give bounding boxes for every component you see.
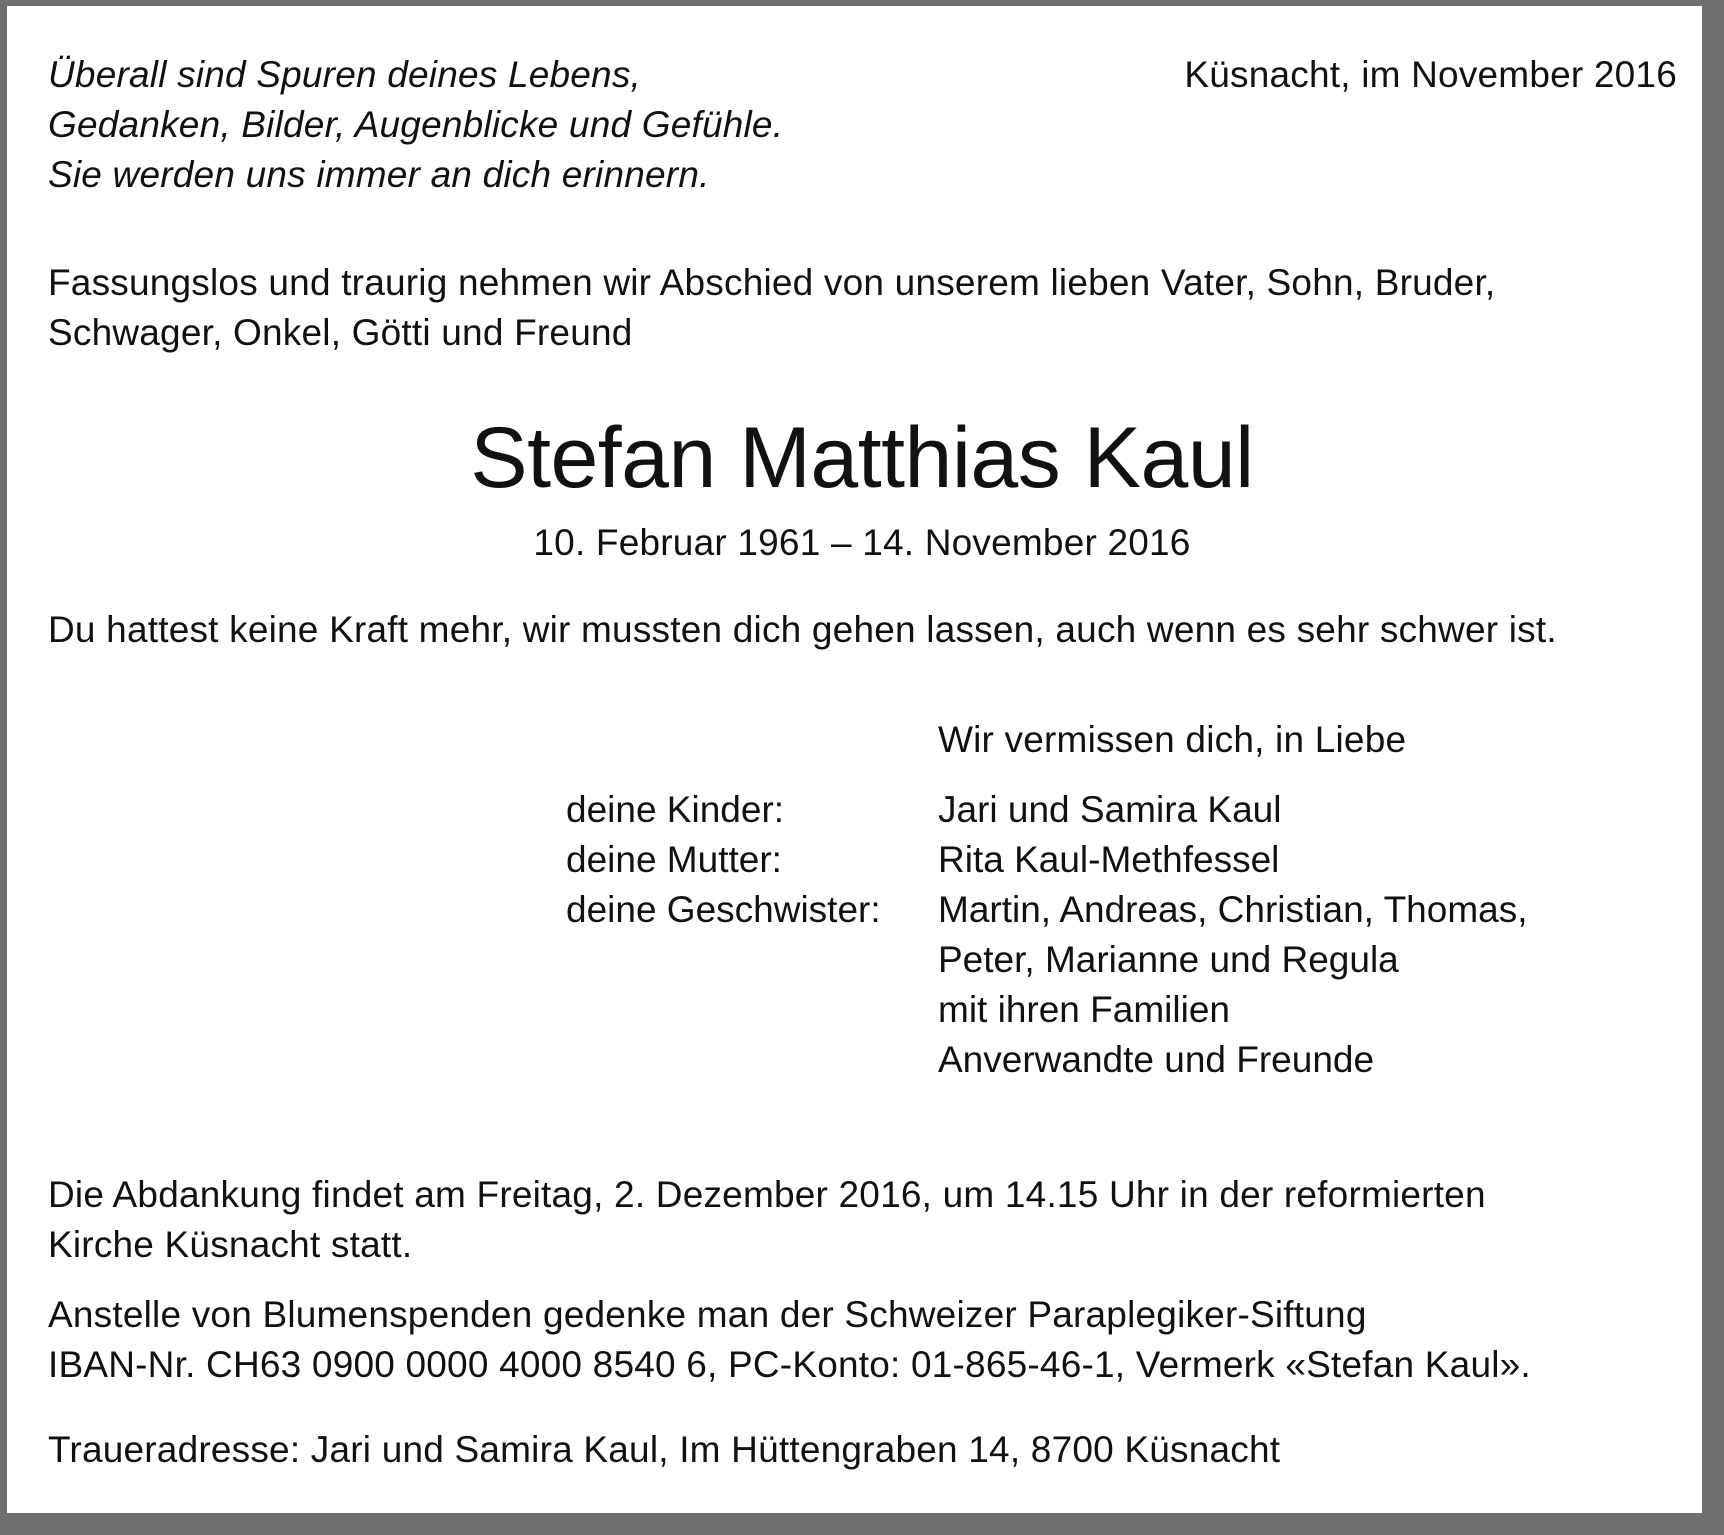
family-relation: deine Kinder: [566, 789, 785, 830]
motto [48, 50, 783, 200]
life-dates: 10. Februar 1961 – 14. November 2016 [533, 522, 1191, 563]
family-name-line: mit ihren Familien [938, 989, 1230, 1030]
family-names [938, 835, 1279, 885]
family-name-line: Rita Kaul-Methfessel [938, 839, 1280, 880]
intro-line: Schwager, Onkel, Götti und Freund [48, 312, 633, 353]
family-name-line: Anverwandte und Freunde [938, 1039, 1375, 1080]
family-row [566, 835, 1528, 885]
farewell-quote: Du hattest keine Kraft mehr, wir mussten dich gehen lassen, auch wenn es sehr schwer ist. [48, 609, 1557, 650]
family-relation: deine Geschwister: [566, 889, 881, 930]
motto-line: Gedanken, Bilder, Augenblicke und Gefühle. [48, 104, 784, 145]
place-date: Küsnacht, im November 2016 [1184, 54, 1677, 95]
family-relation: deine Mutter: [566, 839, 782, 880]
family-name-line: Martin, Andreas, Christian, Thomas, [938, 889, 1528, 930]
closing-line: Wir vermissen dich, in Liebe [938, 719, 1407, 760]
donation-line: IBAN-Nr. CH63 0900 0000 4000 8540 6, PC-Konto: 01-865-46-1, Vermerk «Stefan Kaul». [48, 1344, 1531, 1385]
donation-info [48, 1290, 1531, 1390]
family-name-line: Peter, Marianne und Regula [938, 939, 1399, 980]
intro-line: Fassungslos und traurig nehmen wir Abschied von unserem lieben Vater, Sohn, Bruder, [48, 262, 1496, 303]
family-names [938, 785, 1281, 835]
service-line: Die Abdankung findet am Freitag, 2. Dezember 2016, um 14.15 Uhr in der reformierten [48, 1174, 1486, 1215]
intro-text [48, 258, 1495, 358]
family-row [566, 885, 1528, 1085]
motto-line: Überall sind Spuren deines Lebens, [48, 54, 642, 95]
family-row [566, 785, 1528, 835]
family-names [938, 885, 1528, 1085]
family-name-line: Jari und Samira Kaul [938, 789, 1282, 830]
service-info [48, 1170, 1486, 1270]
service-line: Kirche Küsnacht statt. [48, 1224, 413, 1265]
mourning-address: Traueradresse: Jari und Samira Kaul, Im Hüttengraben 14, 8700 Küsnacht [48, 1429, 1281, 1470]
motto-line: Sie werden uns immer an dich erinnern. [48, 154, 710, 195]
family-list [566, 785, 1528, 1085]
donation-line: Anstelle von Blumenspenden gedenke man der Schweizer Paraplegiker-Siftung [48, 1294, 1367, 1335]
deceased-name: Stefan Matthias Kaul [470, 410, 1254, 506]
